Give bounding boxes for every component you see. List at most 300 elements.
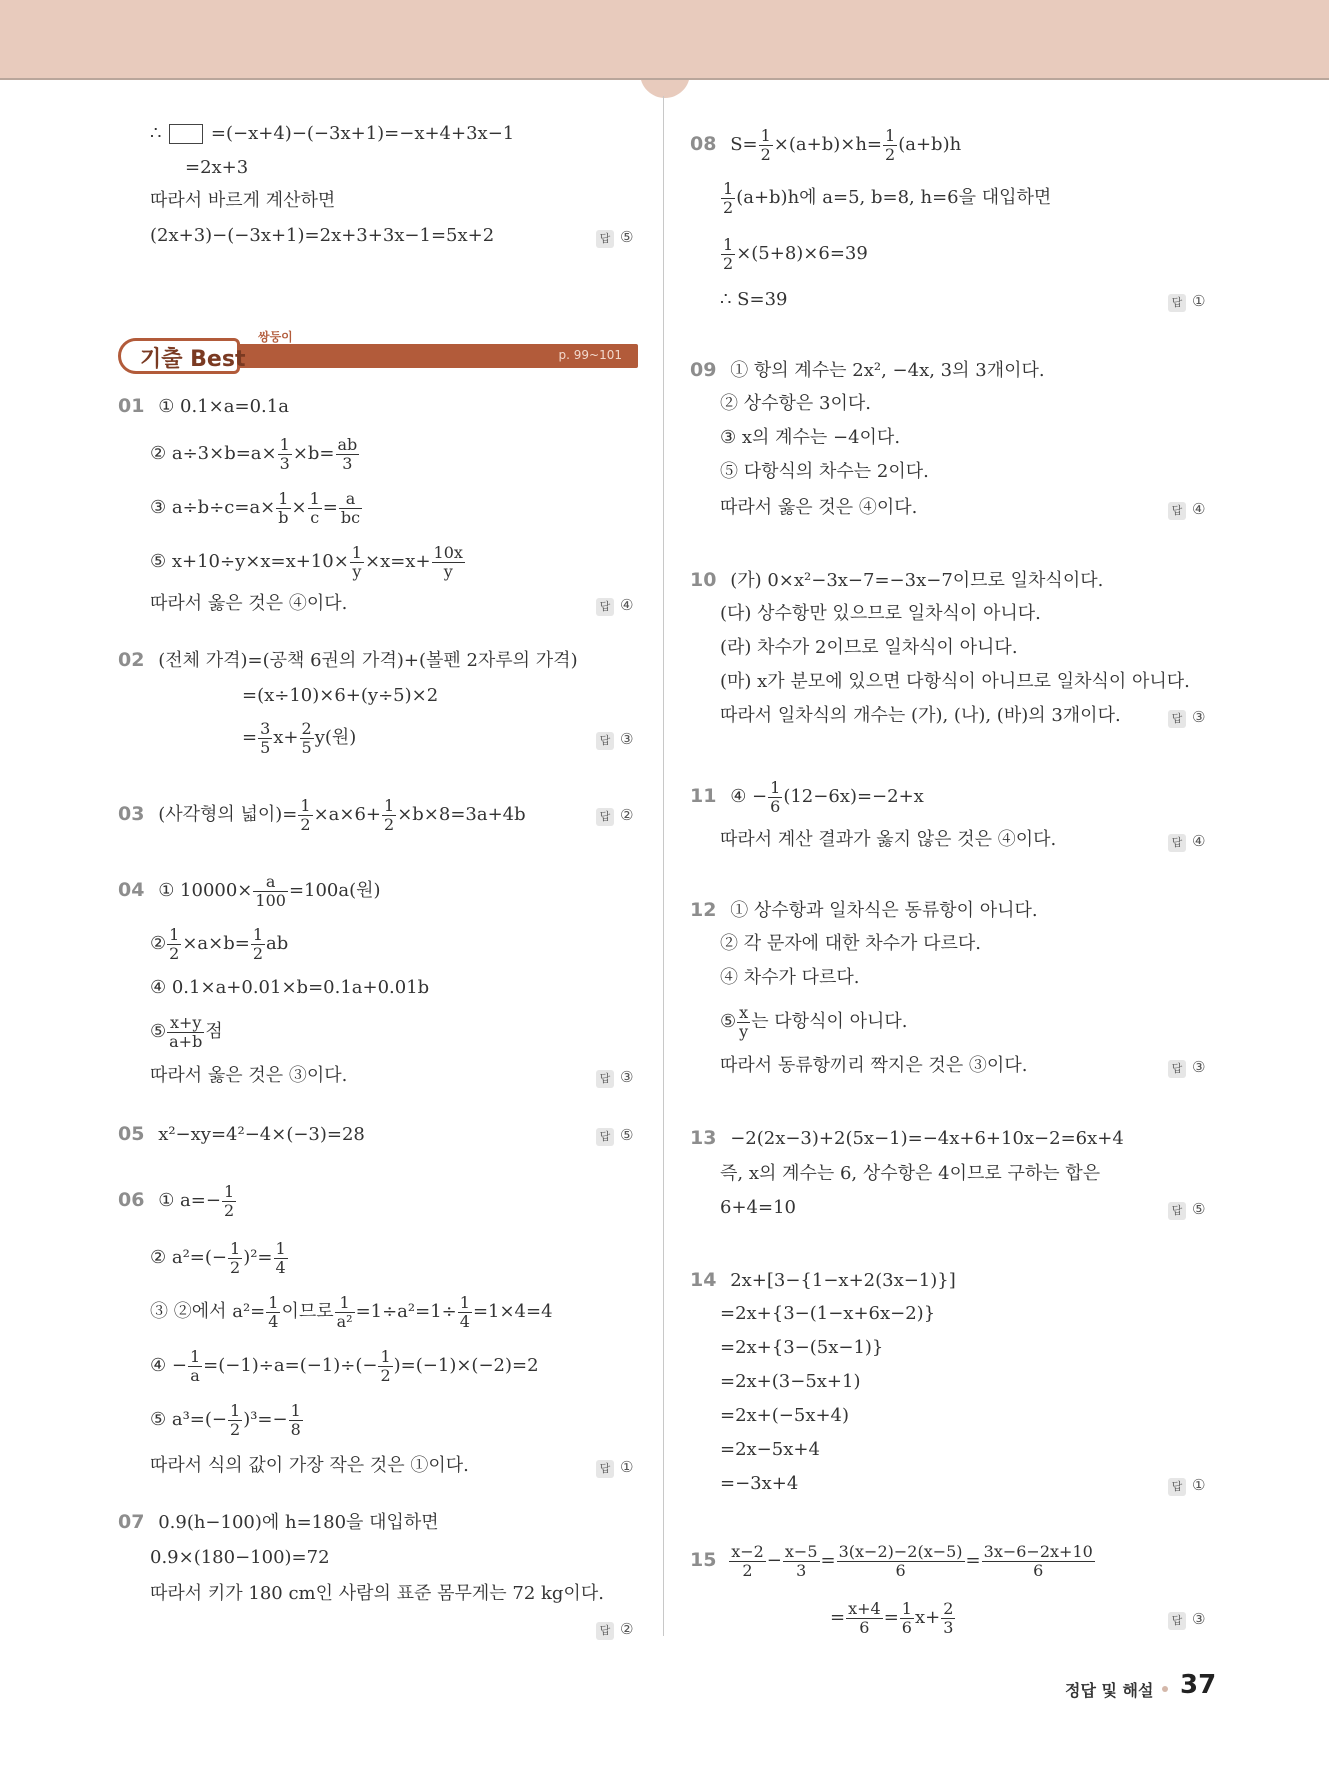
fraction [278,436,292,473]
fraction-den: 3 [796,1560,807,1580]
fraction-num: 1 [252,924,264,944]
q02-line-1 [118,648,578,673]
fraction [846,1600,883,1637]
q12-line-1 [690,898,1038,923]
q08-line-3 [720,234,868,274]
fraction-den: 6 [895,1560,906,1580]
fraction-den: 2 [723,253,734,273]
answer-badge [1168,832,1205,852]
fraction-den: 3 [342,453,353,473]
answer-tag-icon: 답 [1168,1478,1186,1496]
fraction-den: 4 [275,1257,286,1277]
q03-line-1 [118,794,526,835]
q08-line-4: ∴ S=39 [720,289,788,310]
answer-badge [1168,1476,1205,1496]
fraction-num: 1 [169,924,180,944]
expr: ② a÷3×b=a× [150,443,277,464]
answer-badge [1168,1610,1205,1630]
fraction-den: c [310,507,320,527]
q08-line-2 [720,178,1051,218]
fraction [335,1294,355,1331]
q02-text: (전체 가격)=(공책 6권의 가격)+(볼펜 2자루의 가격) [158,650,578,671]
answer-badge [1168,1058,1205,1078]
expr: (a+b)h에 a=5, b=8, h=6을 대입하면 [736,187,1052,208]
q07-text: 0.9(h−100)에 h=180을 대입하면 [158,1512,439,1533]
fraction-num: 1 [309,488,320,508]
answer-tag-icon: 답 [1168,1612,1186,1630]
question-number: 08 [690,133,717,155]
section-banner [118,330,638,372]
column-divider [663,96,664,1636]
section-pages: p. 99~101 [558,348,622,362]
q01-conclusion: 따라서 옳은 것은 ④이다. [150,593,348,614]
answer-tag-icon: 답 [1168,1060,1186,1078]
fraction-den: 3 [279,453,290,473]
answer-tag-icon: 답 [1168,710,1186,728]
expr: y(원) [314,727,357,748]
expr: ×a×b= [182,933,250,954]
expr: ③ ②에서 a²= [150,1301,266,1322]
carryover-line-1 [150,122,514,146]
q14-line-4: =2x+(3−5x+1) [720,1371,861,1392]
header-rule [0,78,1329,80]
fraction [982,1543,1095,1580]
q09-line-1 [690,358,1045,383]
expr: ×(5+8)×6=39 [736,243,868,264]
q14-line-7: =−3x+4 [720,1473,799,1494]
blank-box [169,124,203,144]
answer-badge [596,1068,633,1088]
answer-value: ③ [620,730,634,748]
fraction-num: 1 [901,1598,912,1618]
expr: ⑤ a³=(− [150,1409,227,1430]
expr: )=(−1)×(−2)=2 [393,1355,539,1376]
fraction [837,1543,965,1580]
q12-line-4 [720,1002,907,1042]
expr: × [291,497,307,518]
question-number: 05 [118,1123,145,1145]
q10-line-3: (라) 차수가 2이므로 일차식이 아니다. [720,637,1018,658]
fraction-num: 3(x−2)−2(x−5) [838,1541,963,1561]
section-subtitle: 쌍둥이 [258,330,293,344]
q09-line-2: ② 상수항은 3이다. [720,393,871,414]
q11-conclusion: 따라서 계산 결과가 옳지 않은 것은 ④이다. [720,829,1057,850]
fraction-den: bc [340,507,361,527]
q01-line-1 [118,394,289,419]
fraction-num: x+4 [848,1598,881,1618]
fraction-den: 3 [943,1617,954,1637]
fraction-num: 1 [290,1400,301,1420]
fraction-den: 2 [723,197,734,217]
answer-tag-icon: 답 [596,808,614,826]
question-number: 07 [118,1511,145,1533]
expr: S= [730,134,758,155]
fraction-den: 100 [255,890,286,910]
fraction-den: y [739,1021,749,1041]
q14-line-3: =2x+{3−(5x−1)} [720,1337,884,1358]
carryover-line-3: 따라서 바르게 계산하면 [150,190,336,211]
answer-value: ④ [1192,500,1206,518]
fraction-num: 2 [301,718,312,738]
fraction-den: y [443,561,453,581]
q01-line-3 [150,488,363,528]
fraction-num: x−5 [784,1541,818,1561]
answer-tag-icon: 답 [596,1128,614,1146]
fraction-den: 2 [380,1365,391,1385]
question-number: 03 [118,803,145,825]
question-number: 14 [690,1269,717,1291]
answer-value: ⑤ [1192,1200,1206,1218]
q09-conclusion: 따라서 옳은 것은 ④이다. [720,497,918,518]
question-number: 10 [690,569,717,591]
carryover-text: =(−x+4)−(−3x+1)=−x+4+3x−1 [210,123,515,144]
fraction-num: 2 [943,1598,954,1618]
fraction-den: 2 [760,144,771,164]
expr: =100a(원) [288,880,381,901]
fraction-num: 1 [885,125,896,145]
therefore-symbol: ∴ [150,123,162,144]
fraction-num: 1 [276,490,290,509]
question-number: 11 [690,785,717,807]
q08-line-1 [690,124,961,165]
fraction [382,797,396,834]
fraction-den: 2 [742,1560,753,1580]
q09-text: ① 항의 계수는 2x², −4x, 3의 3개이다. [730,360,1045,381]
q07-line-3: 따라서 키가 180 cm인 사람의 표준 몸무게는 72 kg이다. [150,1583,604,1604]
answer-value: ② [620,1620,634,1638]
fraction [276,490,290,527]
q04-line-1 [118,870,381,911]
q13-text: −2(2x−3)+2(5x−1)=−4x+6+10x−2=6x+4 [730,1128,1124,1149]
q06-line-4 [150,1346,539,1386]
answer-value: ② [620,806,634,824]
q13-line-1 [690,1126,1124,1151]
q14-line-6: =2x−5x+4 [720,1439,820,1460]
fraction [253,873,288,910]
fraction [289,1402,303,1439]
carryover-line-2: =2x+3 [185,157,249,178]
answer-value: ③ [1192,1610,1206,1628]
answer-badge [1168,708,1205,728]
expr: = [830,1607,846,1628]
expr: ×b×8=3a+4b [397,804,526,825]
q10-line-1 [690,568,1103,593]
answer-value: ⑤ [620,1126,634,1144]
fraction [274,1240,288,1277]
fraction-den: 5 [260,737,271,757]
expr: ① a=− [158,1190,221,1211]
question-number: 09 [690,359,717,381]
fraction-den: 5 [301,737,312,757]
expr: (12−6x)=−2+x [783,786,924,807]
fraction-num: 1 [380,1346,391,1366]
answer-tag-icon: 답 [596,1460,614,1478]
fraction-num: x [737,1004,750,1023]
q05-line-1 [118,1122,365,1147]
fraction [298,797,312,834]
expr: ⑤ [720,1011,737,1032]
fraction-den: 2 [252,943,264,963]
q10-line-4: (마) x가 분모에 있으면 다항식이 아니므로 일차식이 아니다. [720,671,1190,692]
fraction-num: 1 [351,542,362,562]
q14-line-1 [690,1268,956,1293]
expr: − [766,1550,782,1571]
expr: = [820,1550,836,1571]
answer-tag-icon: 답 [1168,834,1186,852]
fraction-den: 2 [230,1257,241,1277]
expr: ⑤ x+10÷y×x=x+10× [150,551,349,572]
answer-value: ① [620,1458,634,1476]
fraction-den: 2 [384,814,395,834]
q15-line-1 [690,1540,1096,1581]
question-number: 06 [118,1189,145,1211]
question-number: 13 [690,1127,717,1149]
q12-text: ① 상수항과 일차식은 동류항이 아니다. [730,900,1038,921]
answer-value: ① [1192,1476,1206,1494]
q06-line-5 [150,1400,304,1440]
fraction-num: 1 [268,1292,279,1312]
fraction-den: y [352,561,362,581]
footer-dot-icon [1162,1686,1168,1692]
expr: ×x=x+ [364,551,431,572]
fraction [759,127,773,164]
fraction [228,1240,242,1277]
expr: ×a×6+ [313,804,381,825]
fraction-num: 1 [770,777,781,797]
question-number: 15 [690,1549,717,1571]
fraction-num: 1 [275,1238,286,1258]
answer-tag-icon: 답 [1168,502,1186,520]
q12-line-3: ④ 차수가 다르다. [720,967,860,988]
fraction [266,1294,280,1331]
answer-badge [1168,1200,1205,1220]
fraction-num: a [253,873,288,892]
question-number: 02 [118,649,145,671]
fraction [768,779,782,816]
fraction [721,180,735,217]
expr: )²= [243,1247,273,1268]
q15-line-2 [830,1598,956,1638]
fraction-den: 6 [901,1617,912,1637]
fraction [737,1004,750,1041]
fraction [188,1348,202,1385]
answer-tag-icon: 답 [1168,294,1186,312]
expr: = [322,497,338,518]
q09-line-3: ③ x의 계수는 −4이다. [720,427,901,448]
q01-line-2 [150,434,360,474]
q11-line-1 [690,776,924,817]
fraction-num: 1 [760,125,771,145]
answer-badge [596,1126,633,1146]
expr: ② a²=(− [150,1247,227,1268]
q04-conclusion: 따라서 옳은 것은 ③이다. [150,1065,348,1086]
q05-text: x²−xy=4²−4×(−3)=28 [158,1124,365,1145]
fraction-den: 6 [1033,1560,1044,1580]
q02-line-3 [242,718,356,758]
fraction-den: 8 [290,1419,301,1439]
q13-line-2: 즉, x의 계수는 6, 상수항은 4이므로 구하는 합은 [720,1163,1101,1184]
fraction-den: 4 [268,1311,279,1331]
fraction [729,1543,766,1580]
fraction-num: 1 [335,1294,355,1313]
fraction [900,1600,914,1637]
q06-conclusion: 따라서 식의 값이 가장 작은 것은 ①이다. [150,1455,469,1476]
answer-badge [1168,500,1205,520]
q09-line-4: ⑤ 다항식의 차수는 2이다. [720,461,929,482]
carryover-line-4: (2x+3)−(−3x+1)=2x+3+3x−1=5x+2 [150,225,495,246]
fraction [339,490,362,527]
fraction [258,720,272,757]
expr: =1×4=4 [472,1301,553,1322]
question-number: 01 [118,395,145,417]
expr: ② [150,933,167,954]
fraction [336,436,360,473]
q10-conclusion: 따라서 일차식의 개수는 (가), (나), (바)의 3개이다. [720,705,1121,726]
answer-badge [596,730,633,750]
q12-line-2: ② 각 문자에 대한 차수가 다르다. [720,933,981,954]
fraction [350,544,364,581]
fraction [308,490,322,527]
fraction [941,1600,955,1637]
fraction-num: 1 [230,1238,241,1258]
fraction [228,1402,242,1439]
fraction [721,236,735,273]
answer-badge [596,596,633,616]
q07-line-2: 0.9×(180−100)=72 [150,1547,330,1568]
expr: (a+b)h [898,134,962,155]
q07-line-1 [118,1510,439,1535]
fraction [378,1348,392,1385]
expr: 이므로 [281,1301,334,1322]
answer-badge [596,228,633,248]
fraction-den: 6 [770,796,781,816]
expr: ① 10000× [158,880,253,901]
expr: 는 다항식이 아니다. [751,1011,908,1032]
answer-value: ⑤ [620,228,634,246]
fraction [458,1294,472,1331]
fraction-den: 4 [459,1311,470,1331]
answer-value: ③ [620,1068,634,1086]
expr: ×b= [292,443,335,464]
q04-line-2 [150,924,288,964]
fraction-num: 10x [433,542,463,562]
answer-badge [596,1620,633,1640]
fraction-num: 1 [189,1346,201,1366]
fraction-den: a² [336,1311,353,1331]
answer-tag-icon: 답 [596,1070,614,1088]
fraction-num: x+y [167,1014,204,1033]
q12-conclusion: 따라서 동류항끼리 짝지은 것은 ③이다. [720,1055,1028,1076]
answer-tag-icon: 답 [596,732,614,750]
expr: x+ [273,727,299,748]
answer-value: ① [1192,292,1206,310]
fraction [251,926,265,963]
expr: ④ − [730,786,768,807]
fraction-num: 1 [384,795,395,815]
fraction [783,1543,820,1580]
fraction-den: 2 [223,1200,235,1220]
expr: (사각형의 넓이)= [158,804,298,825]
expr: ⑤ [150,1021,167,1042]
fraction-den: 2 [885,144,896,164]
q10-line-2: (다) 상수항만 있으므로 일차식이 아니다. [720,603,1041,624]
fraction-num: 3 [260,718,271,738]
expr: = [242,727,258,748]
expr: ab [266,933,289,954]
q14-text: 2x+[3−{1−x+2(3x−1)}] [730,1270,956,1291]
fraction-den: a [190,1365,200,1385]
footer-label: 정답 및 해설 [1065,1681,1154,1700]
answer-tag-icon: 답 [596,598,614,616]
fraction-den: 2 [169,943,180,963]
answer-badge [1168,292,1205,312]
answer-badge [596,806,633,826]
fraction [167,1014,204,1051]
fraction [883,127,897,164]
section-title: 기출 Best [140,347,246,372]
fraction [300,720,314,757]
fraction-num: 1 [459,1292,470,1312]
fraction-num: 3x−6−2x+10 [983,1541,1093,1561]
fraction-num: 1 [723,178,734,198]
q14-line-5: =2x+(−5x+4) [720,1405,850,1426]
q06-line-3 [150,1292,553,1332]
q06-line-1 [118,1180,237,1221]
fraction-num: 1 [300,795,311,815]
q01-text: ① 0.1×a=0.1a [158,396,289,417]
expr: )³=− [243,1409,288,1430]
answer-tag-icon: 답 [596,1622,614,1640]
expr: x+ [914,1607,941,1628]
q02-line-2: =(x÷10)×6+(y÷5)×2 [242,685,439,706]
question-number: 12 [690,899,717,921]
q06-line-2 [150,1238,289,1278]
fraction-den: b [278,507,289,527]
answer-value: ③ [1192,1058,1206,1076]
fraction-den: 2 [230,1419,241,1439]
expr: 점 [205,1021,223,1042]
answer-badge [596,1458,633,1478]
page-number: 37 [1180,1670,1217,1700]
fraction [432,544,465,581]
fraction-num: a [339,490,362,509]
fraction-num: x−2 [731,1541,764,1561]
answer-tag-icon: 답 [1168,1202,1186,1220]
expr: = [883,1607,899,1628]
expr: =1÷a²=1÷ [355,1301,457,1322]
answer-value: ④ [620,596,634,614]
fraction-num: ab [337,434,358,454]
expr: ③ a÷b÷c=a× [150,497,276,518]
question-number: 04 [118,879,145,901]
expr: =(−1)÷a=(−1)÷(− [203,1355,378,1376]
fraction-den: 6 [859,1617,870,1637]
q10-text: (가) 0×x²−3x−7=−3x−7이므로 일차식이다. [730,570,1104,591]
fraction-num: 1 [230,1400,241,1420]
answer-value: ④ [1192,832,1206,850]
fraction-num: 1 [223,1181,235,1201]
q04-line-4 [150,1012,223,1052]
expr: = [965,1550,981,1571]
fraction-num: 1 [723,234,734,254]
fraction-num: 1 [279,434,290,454]
q01-line-4 [150,542,466,582]
answer-value: ③ [1192,708,1206,726]
q13-line-3: 6+4=10 [720,1197,796,1218]
answer-tag-icon: 답 [596,230,614,248]
expr: ④ − [150,1355,187,1376]
q14-line-2: =2x+{3−(1−x+6x−2)} [720,1303,936,1324]
